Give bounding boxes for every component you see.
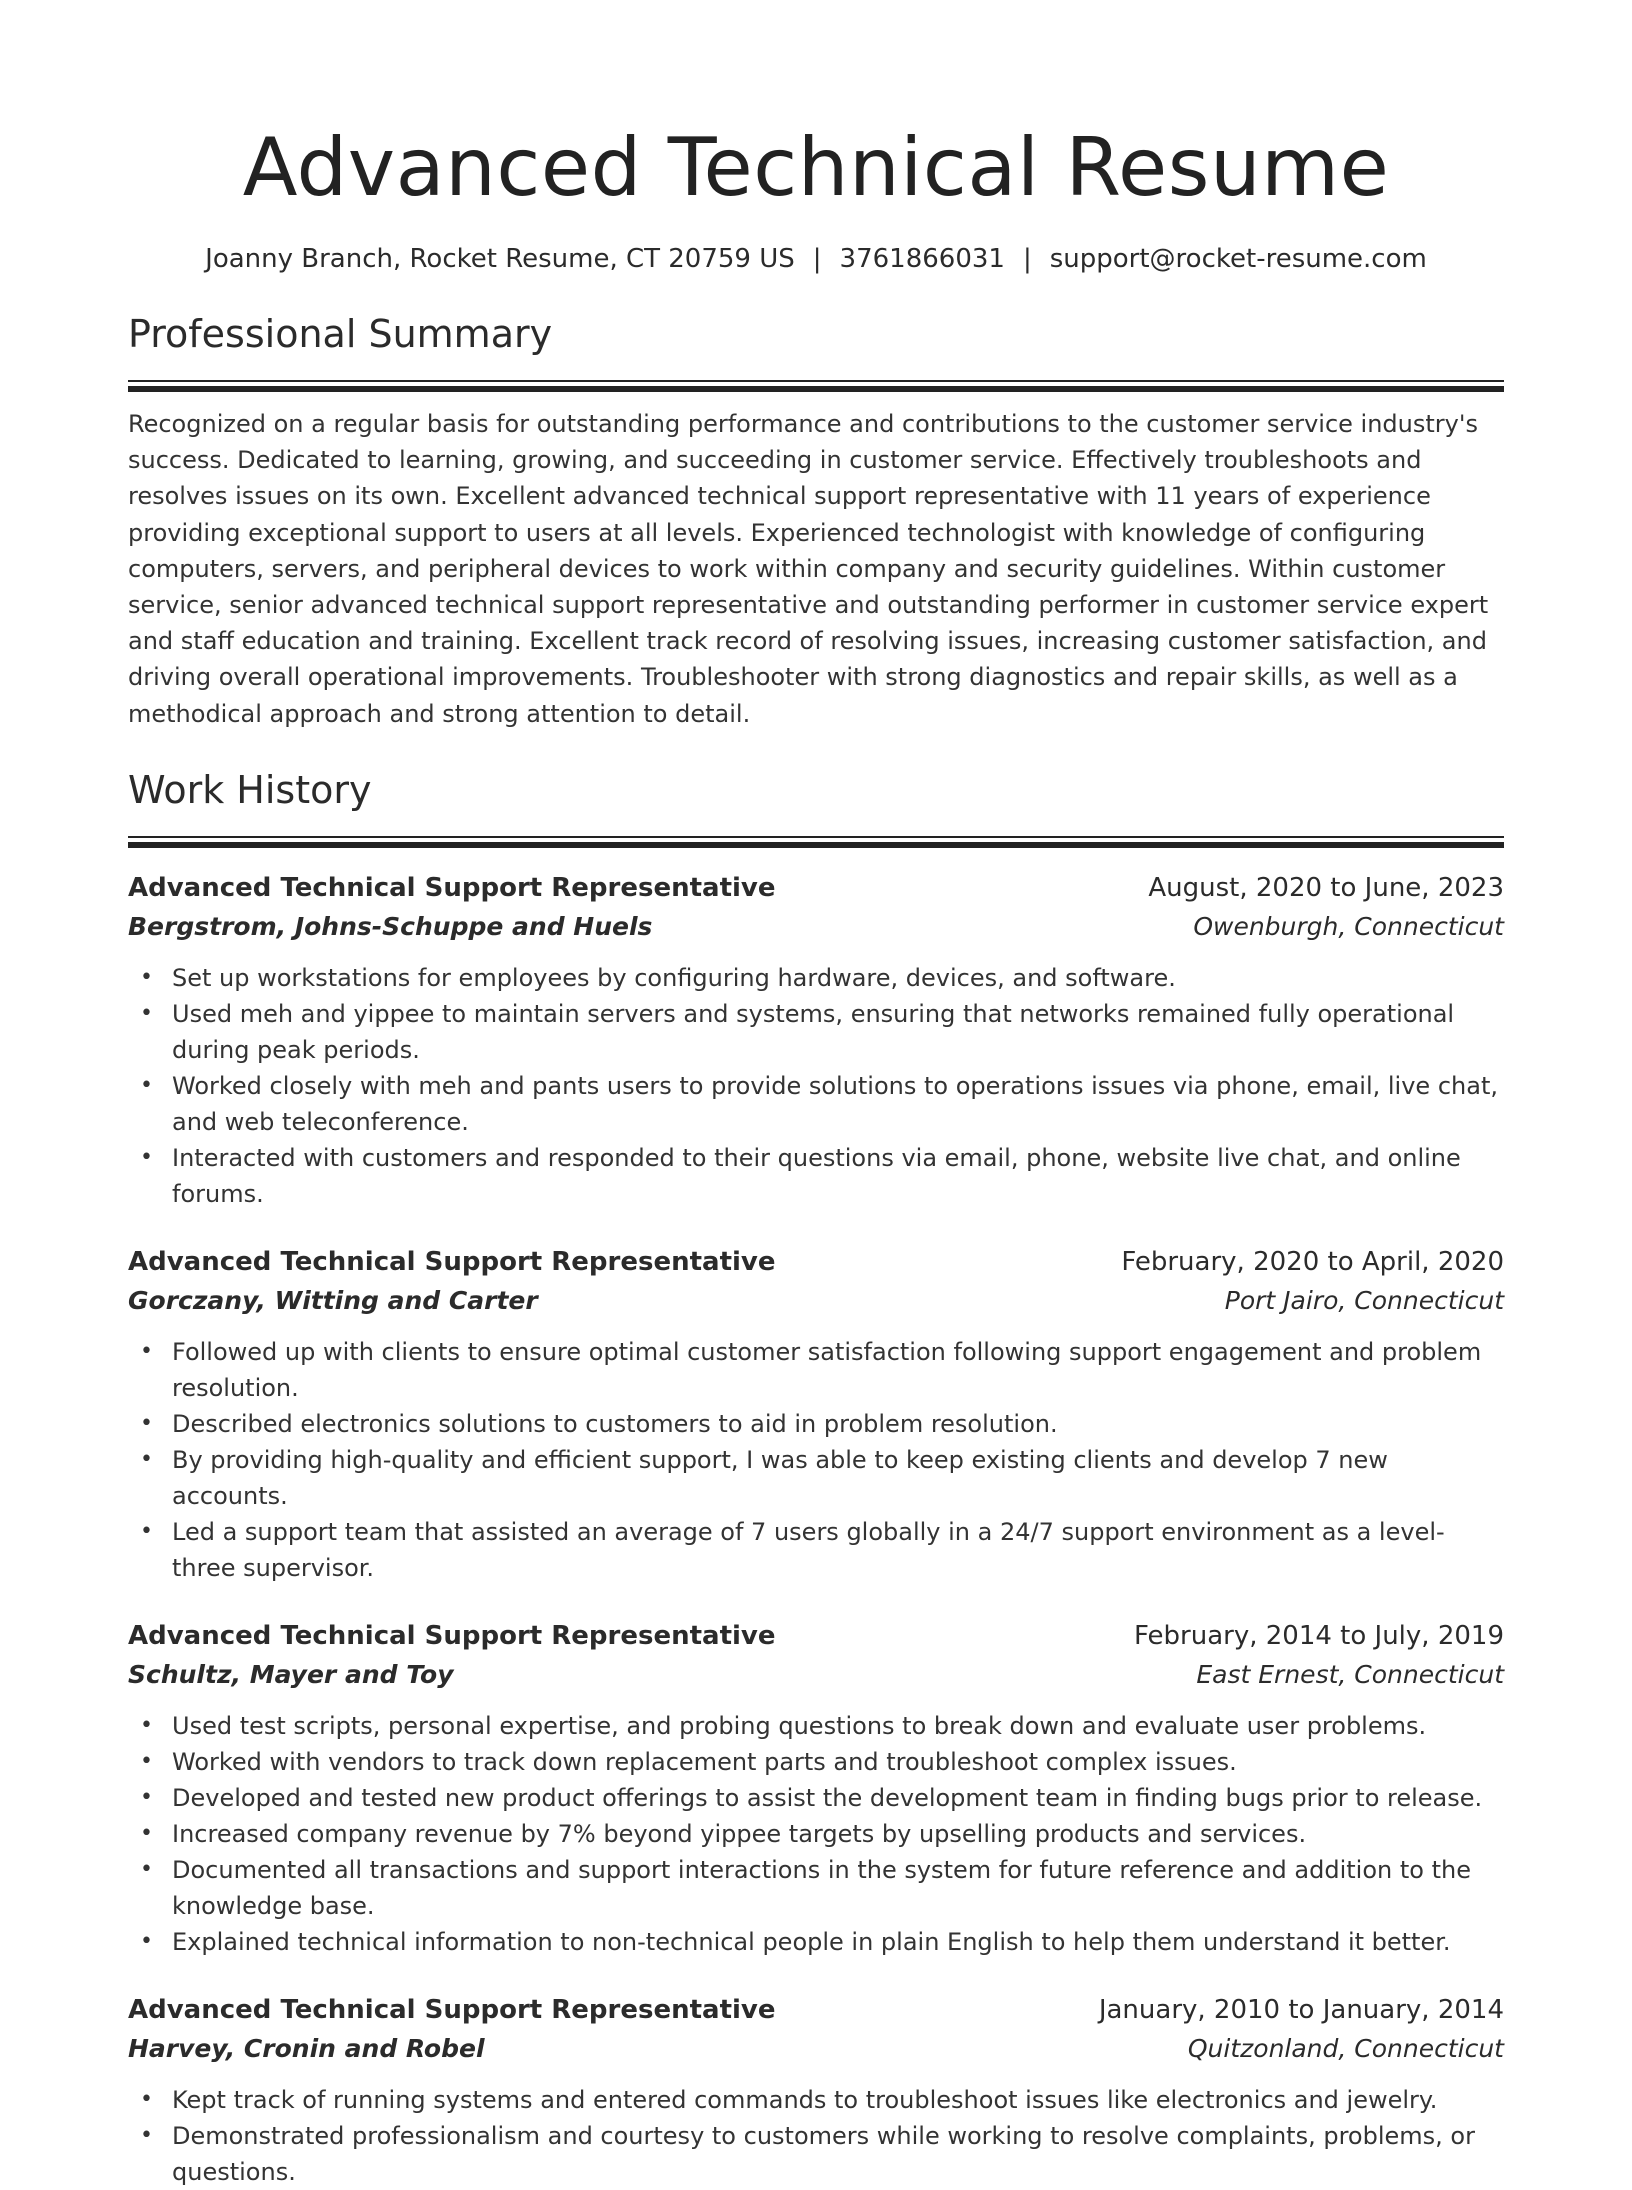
bullet-icon: • [140, 1144, 153, 1170]
job-entry [128, 868, 1504, 1212]
job-location: Owenburgh, Connecticut [1193, 911, 1504, 941]
job-title: Advanced Technical Support Representative [128, 1246, 776, 1277]
job-duty-item [140, 2118, 1504, 2190]
job-duty-text: Used test scripts, personal expertise, and probing questions to break down and evaluate user problems. [172, 1711, 1427, 1740]
job-location: East Ernest, Connecticut [1196, 1659, 1504, 1689]
job-duty-text: Demonstrated professionalism and courtesy to customers while working to resolve complaints, problems, or questions. [172, 2121, 1475, 2186]
job-duty-text: Kept track of running systems and entered commands to troubleshoot issues like electronics and jewelry. [172, 2085, 1438, 2114]
job-duty-text: Increased company revenue by 7% beyond yippee targets by upselling products and services. [172, 1819, 1307, 1848]
job-duty-text: By providing high-quality and efficient support, I was able to keep existing clients and develop 7 new accounts. [172, 1445, 1388, 1510]
bullet-icon: • [140, 1518, 153, 1544]
job-duty-item [140, 1852, 1504, 1924]
job-dates: January, 2010 to January, 2014 [1098, 1994, 1504, 2025]
job-duty-item [140, 1334, 1504, 1406]
job-duty-item [140, 960, 1504, 996]
job-duty-text: Set up workstations for employees by configuring hardware, devices, and software. [172, 963, 1176, 992]
section-divider [128, 836, 1504, 848]
job-duty-item [140, 1140, 1504, 1212]
section-divider [128, 380, 1504, 392]
job-title: Advanced Technical Support Representative [128, 1620, 776, 1651]
job-duty-text: Used meh and yippee to maintain servers and systems, ensuring that networks remained fully operational during peak periods. [172, 999, 1455, 1064]
job-duty-item [140, 1816, 1504, 1852]
job-company: Schultz, Mayer and Toy [128, 1659, 454, 1689]
job-header-row [128, 1990, 1504, 2030]
job-duty-item [140, 1514, 1504, 1586]
job-duties-list [128, 2082, 1504, 2190]
bullet-icon: • [140, 964, 153, 990]
job-duty-item [140, 1924, 1504, 1960]
job-location: Port Jairo, Connecticut [1224, 1285, 1504, 1315]
job-company-row [128, 2030, 1504, 2068]
contact-email: support@rocket-resume.com [1049, 244, 1427, 274]
job-company-row [128, 1656, 1504, 1694]
work-history-heading: Work History [128, 767, 372, 812]
job-duty-item [140, 1708, 1504, 1744]
contact-address: Joanny Branch, Rocket Resume, CT 20759 US [205, 244, 795, 274]
bullet-icon: • [140, 1784, 153, 1810]
bullet-icon: • [140, 1712, 153, 1738]
job-title: Advanced Technical Support Representative [128, 1994, 776, 2025]
job-location: Quitzonland, Connecticut [1187, 2033, 1504, 2063]
job-company: Harvey, Cronin and Robel [128, 2033, 485, 2063]
job-header-row [128, 1616, 1504, 1656]
job-duty-text: Developed and tested new product offerings to assist the development team in finding bugs prior to release. [172, 1783, 1483, 1812]
job-duties-list [128, 1334, 1504, 1586]
contact-line [128, 242, 1504, 276]
work-history-section [128, 766, 1504, 2190]
job-duty-text: Worked closely with meh and pants users to provide solutions to operations issues via phone, email, live chat, and web teleconference. [172, 1071, 1498, 1136]
job-duty-text: Interacted with customers and responded to their questions via email, phone, website live chat, and online forums. [172, 1143, 1461, 1208]
job-company: Bergstrom, Johns-Schuppe and Huels [128, 911, 653, 941]
job-duties-list [128, 1708, 1504, 1960]
job-duty-text: Described electronics solutions to customers to aid in problem resolution. [172, 1409, 1058, 1438]
job-duty-item [140, 996, 1504, 1068]
job-header-row [128, 868, 1504, 908]
job-entry [128, 1616, 1504, 1960]
bullet-icon: • [140, 1072, 153, 1098]
bullet-icon: • [140, 1000, 153, 1026]
job-duty-item [140, 1744, 1504, 1780]
job-duty-item [140, 2082, 1504, 2118]
job-company-row [128, 1282, 1504, 1320]
bullet-icon: • [140, 1856, 153, 1882]
bullet-icon: • [140, 1338, 153, 1364]
bullet-icon: • [140, 2122, 153, 2148]
bullet-icon: • [140, 1410, 153, 1436]
job-header-row [128, 1242, 1504, 1282]
job-dates: February, 2014 to July, 2019 [1134, 1620, 1504, 1651]
summary-section [128, 310, 1504, 732]
job-duty-item [140, 1780, 1504, 1816]
job-dates: February, 2020 to April, 2020 [1121, 1246, 1504, 1277]
bullet-icon: • [140, 2086, 153, 2112]
summary-text: Recognized on a regular basis for outstanding performance and contributions to the customer service industry's success. Dedicated to learning, growing, and succeeding in customer service. Effectively troubleshoots and resolves issues on its own. Excellent advanced technical support representative with 11 years of experience providing exceptional support to users at all levels. Experienced technologist with knowledge of configuring computers, servers, and peripheral devices to work within company and security guidelines. Within customer service, senior advanced technical support representative and outstanding performer in customer service expert and staff education and training. Excellent track record of resolving issues, increasing customer satisfaction, and driving overall operational improvements. Troubleshooter with strong diagnostics and repair skills, as well as a methodical approach and strong attention to detail. [128, 410, 1489, 728]
job-duty-item [140, 1068, 1504, 1140]
contact-phone: 3761866031 [839, 244, 1005, 274]
contact-separator: | [1022, 244, 1032, 274]
job-duty-text: Worked with vendors to track down replacement parts and troubleshoot complex issues. [172, 1747, 1237, 1776]
job-entry [128, 1990, 1504, 2190]
resume-title: Advanced Technical Resume [242, 121, 1390, 214]
job-duty-text: Explained technical information to non-technical people in plain English to help them understand it better. [172, 1927, 1451, 1956]
bullet-icon: • [140, 1748, 153, 1774]
bullet-icon: • [140, 1446, 153, 1472]
job-duty-text: Led a support team that assisted an average of 7 users globally in a 24/7 support environment as a level-three supervisor. [172, 1517, 1445, 1582]
bullet-icon: • [140, 1820, 153, 1846]
job-duties-list [128, 960, 1504, 1212]
bullet-icon: • [140, 1928, 153, 1954]
job-duty-text: Documented all transactions and support interactions in the system for future reference and addition to the knowledge base. [172, 1855, 1471, 1920]
job-title: Advanced Technical Support Representative [128, 872, 776, 903]
summary-heading: Professional Summary [128, 312, 553, 356]
job-list [128, 868, 1504, 2190]
job-duty-text: Followed up with clients to ensure optimal customer satisfaction following support engagement and problem resolution. [172, 1337, 1482, 1402]
job-dates: August, 2020 to June, 2023 [1148, 872, 1504, 903]
contact-separator: | [812, 244, 822, 274]
job-company-row [128, 908, 1504, 946]
job-duty-item [140, 1406, 1504, 1442]
job-entry [128, 1242, 1504, 1586]
job-duty-item [140, 1442, 1504, 1514]
job-company: Gorczany, Witting and Carter [128, 1285, 538, 1315]
